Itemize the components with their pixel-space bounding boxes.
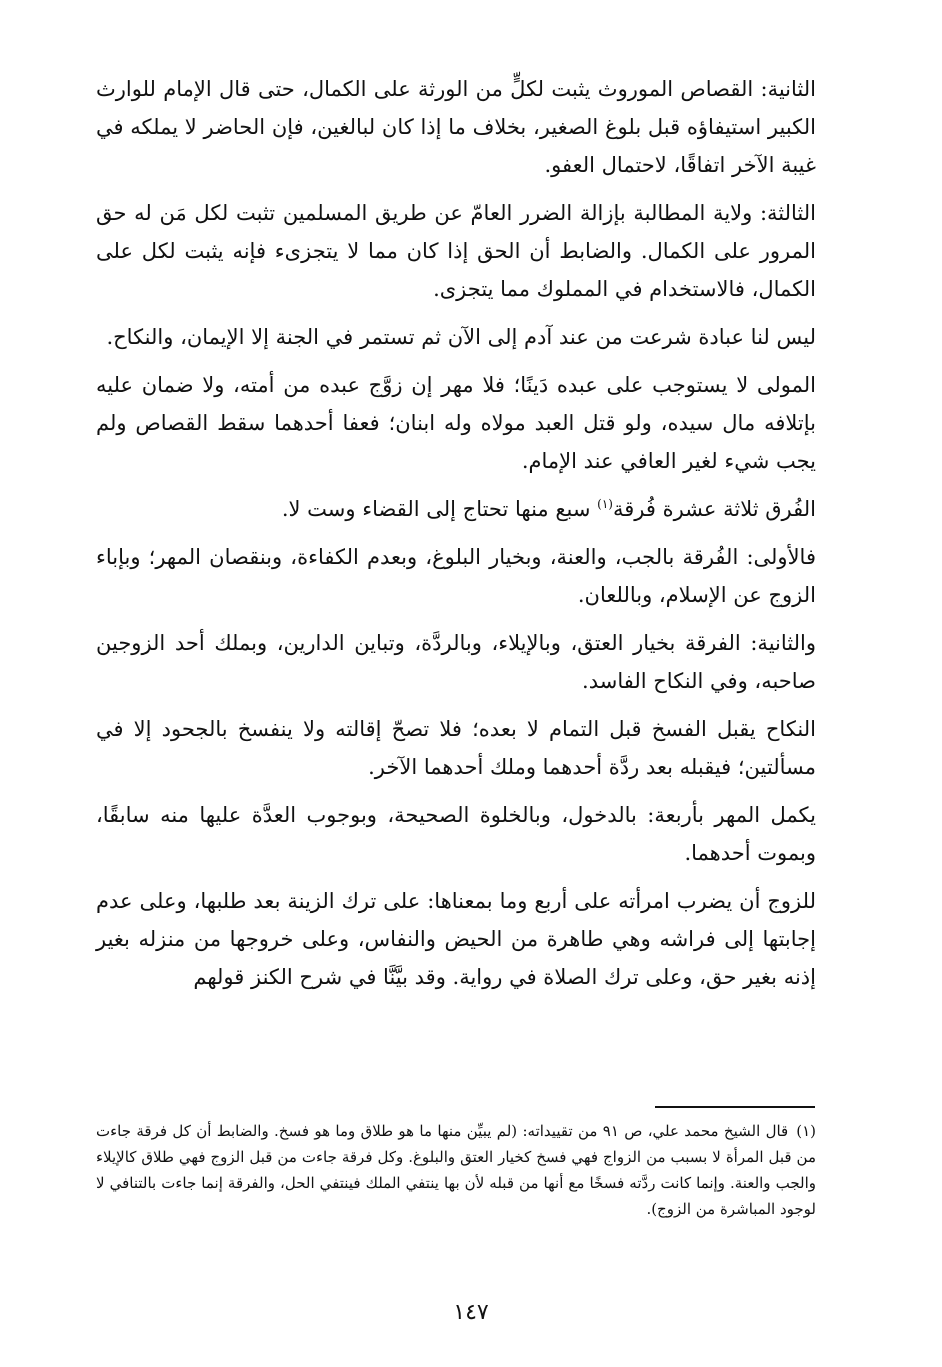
main-text xyxy=(96,70,816,1006)
page-number: ١٤٧ xyxy=(453,1300,489,1325)
paragraph-furqa xyxy=(96,490,816,528)
paragraph-mahr: يكمل المهر بأربعة: بالدخول، وبالخلوة الصحيحة، وبوجوب العدَّة عليها منه سابقًا، وبموت أحدهما. xyxy=(96,803,816,865)
paragraph-third-wilaya: الثالثة: ولاية المطالبة بإزالة الضرر العامّ عن طريق المسلمين تثبت لكل مَن له حق المرور على الكمال. والضابط أن الحق إذا كان مما لا يتجزىء فإنه يثبت لكل على الكمال، فالاستخدام في المملوك مما يتجزى. xyxy=(96,201,816,301)
footnote-divider xyxy=(655,1106,815,1108)
footnote xyxy=(96,1118,816,1222)
paragraph-nikah-faskh: النكاح يقبل الفسخ قبل التمام لا بعده؛ فلا تصحّ إقالته ولا ينفسخ بالجحود إلا في مسألتين؛ فيقبله بعد ردَّة أحدهما وملك أحدهما الآخر. xyxy=(96,717,816,779)
paragraph-zawj: للزوج أن يضرب امرأته على أربع وما بمعناها: على ترك الزينة بعد طلبها، وعلى عدم إجابتها إلى فراشه وهي طاهرة من الحيض والنفاس، وعلى خروجها من منزله بغير إذنه بغير حق، وعلى ترك الصلاة في رواية. وقد بيَّنَّا في شرح الكنز قولهم xyxy=(96,889,816,989)
paragraph-first-group: فالأولى: الفُرقة بالجب، والعنة، وبخيار البلوغ، وبعدم الكفاءة، وبنقصان المهر؛ وبإباء الزوج عن الإسلام، وباللعان. xyxy=(96,545,816,607)
footnote-marker: (١) xyxy=(796,1122,816,1140)
footnote-reference[interactable]: (١) xyxy=(597,497,613,511)
footnote-text: قال الشيخ محمد علي، ص ٩١ من تقييداته: (لم يبيِّن منها ما هو طلاق وما هو فسخ. والضابط أن كل فرقة جاءت من قبل المرأة لا بسبب من الزواج فهي فسخ كخيار العتق والبلوغ. وكل فرقة جاءت من قبل الزوج فهي طلاق كالإيلاء والجب والعنة. وإنما كانت ردَّته فسخًا مع أنها من قبله لأن بها ينتفي الملك فينتفي الحل، والفرقة إنما جاءت بالتنافي لا لوجود المباشرة من الزوج). xyxy=(96,1122,816,1218)
paragraph-second-qisas: الثانية: القصاص الموروث يثبت لكلٍّ من الورثة على الكمال، حتى قال الإمام للوارث الكبير استيفاؤه قبل بلوغ الصغير، بخلاف ما إذا كان لبالغين، فإن الحاضر لا يملكه في غيبة الآخر اتفاقًا، لاحتمال العفو. xyxy=(96,77,816,177)
paragraph-second-group: والثانية: الفرقة بخيار العتق، وبالإيلاء، وبالردَّة، وتباين الدارين، وبملك أحد الزوجين صاحبه، وفي النكاح الفاسد. xyxy=(96,631,816,693)
paragraph-mawla: المولى لا يستوجب على عبده دَينًا؛ فلا مهر إن زوَّج عبده من أمته، ولا ضمان عليه بإتلافه مال سيده، ولو قتل العبد مولاه وله ابنان؛ فعفا أحدهما سقط القصاص ولم يجب شيء لغير العافي عند الإمام. xyxy=(96,373,816,473)
furqa-text-before: الفُرق ثلاثة عشرة فُرقة xyxy=(612,497,816,521)
paragraph-ibada: ليس لنا عبادة شرعت من عند آدم إلى الآن ثم تستمر في الجنة إلا الإيمان، والنكاح. xyxy=(106,325,816,349)
furqa-text-after: سبع منها تحتاج إلى القضاء وست لا. xyxy=(281,497,598,521)
